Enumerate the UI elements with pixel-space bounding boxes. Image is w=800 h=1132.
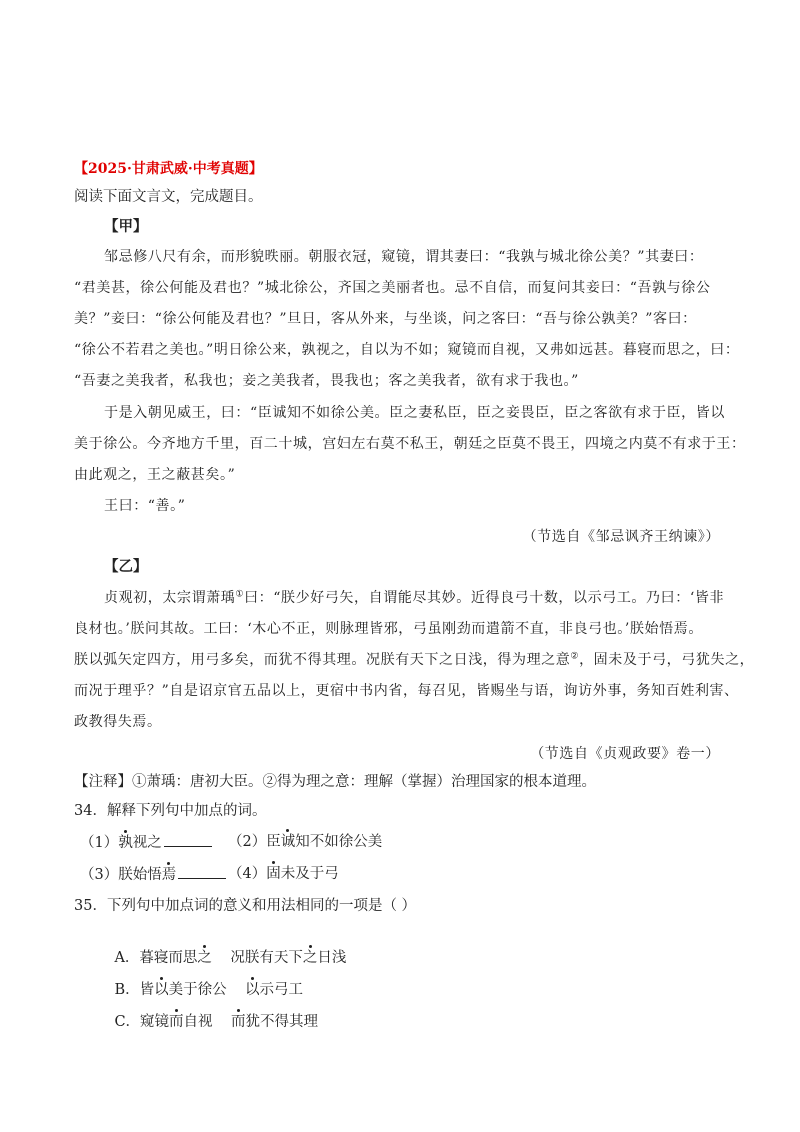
dotted-word: 而 [230, 1014, 246, 1030]
intro-text: 阅读下面文言文，完成题目。 [74, 189, 263, 205]
passage-b-label: 【乙】 [104, 558, 148, 575]
question-34-item-4: （4）固未及于弓 [228, 866, 339, 882]
option-a[interactable]: A．暮寝而思之 况朕有天下之日浅 [114, 950, 347, 966]
passage-b-line: 而况于理乎？”自是诏京官五品以上，更宿中书内省，每召见，皆赐坐与语，询访外事，务知百姓利害、 [74, 683, 739, 699]
question-34-item-3: （3）朕始悟焉 [80, 864, 226, 885]
passage-a-line: 邹忌修八尺有余，而形貌昳丽。朝服衣冠，窥镜，谓其妻曰：“我孰与城北徐公美？”其妻曰： [104, 249, 704, 265]
answer-blank[interactable] [164, 832, 212, 847]
passage-a-label: 【甲】 [104, 218, 148, 235]
dotted-word: 孰 [118, 835, 133, 851]
question-34-stem: 34．解释下列句中加点的词。 [74, 803, 267, 819]
passage-b-source: （节选自《贞观政要》卷一） [530, 746, 720, 762]
question-34-item-2: （2）臣诚知不如徐公美 [228, 834, 383, 850]
passage-b-line: 良材也。’朕问其故。工曰：‘木心不正，则脉理皆邪，弓虽刚劲而遣箭不直，非良弓也。’朕始悟焉。 [74, 621, 703, 637]
dotted-word: 诚 [280, 834, 296, 850]
source-tag: 【2025·甘肃武威·中考真题】 [74, 161, 263, 177]
passage-a-line: 美？”妾曰：“徐公何能及君也？”旦日，客从外来，与坐谈，问之客曰：“吾与徐公孰美？”客曰： [74, 311, 697, 327]
option-b[interactable]: B．皆以美于徐公 以示弓工 [114, 982, 304, 998]
passage-a-line: 美于徐公。今齐地方千里，百二十城，宫妇左右莫不私王，朝廷之臣莫不畏王，四境之内莫不有求于王： [74, 436, 746, 452]
passage-a-line: “徐公不若君之美也。”明日徐公来，孰视之，自以为不如；窥镜而自视，又弗如远甚。暮寝而思之，曰： [74, 342, 740, 358]
note-marker: ② [570, 651, 580, 662]
passage-b-text: ，固未及于弓，弓犹失之， [579, 652, 755, 668]
passage-a-source: （节选自《邹忌讽齐王纳谏》） [522, 529, 720, 545]
passage-a-line: “君美甚，徐公何能及君也？”城北徐公，齐国之美丽者也。忌不自信，而复问其妾曰：“吾孰与徐公 [74, 280, 711, 296]
passage-a-line: 王曰：“善。” [104, 498, 186, 514]
dotted-word: 焉 [161, 867, 177, 883]
note-marker: ① [235, 589, 245, 600]
answer-blank[interactable] [178, 864, 226, 879]
dotted-word: 而 [169, 1014, 184, 1030]
passage-a-line: 由此观之，王之蔽甚矣。” [74, 467, 236, 483]
passage-b-text: 曰：“朕少好弓矢，自谓能尽其妙。近得良弓十数，以示弓工。乃曰：‘皆非 [244, 590, 725, 606]
dotted-word: 固 [266, 866, 281, 882]
passage-b-text: 贞观初，太宗谓萧瑀 [104, 590, 236, 606]
dotted-word: 以 [154, 982, 169, 998]
passage-b-line [104, 588, 724, 608]
dotted-word: 以 [245, 982, 260, 998]
question-34-item-1: （1）孰视之 [80, 832, 212, 853]
notes: 【注释】①萧瑀：唐初大臣。②得为理之意：理解（掌握）治理国家的根本道理。 [74, 774, 596, 790]
dotted-word: 之 [302, 950, 318, 966]
passage-a-line: “吾妻之美我者，私我也；妾之美我者，畏我也；客之美我者，欲有求于我也。” [74, 373, 579, 389]
passage-a-line: 于是入朝见威王，曰：“臣诚知不如徐公美。臣之妻私臣，臣之妾畏臣，臣之客欲有求于臣，皆以 [104, 405, 725, 421]
passage-b-line: 政教得失焉。 [74, 714, 162, 730]
question-35-stem: 35．下列句中加点词的意义和用法相同的一项是（ ） [74, 898, 417, 914]
option-c[interactable]: C．窥镜而自视 而犹不得其理 [114, 1014, 318, 1030]
dotted-word: 之 [197, 950, 212, 966]
passage-b-line [74, 650, 754, 670]
passage-b-text: 朕以弧矢定四方，用弓多矣，而犹不得其理。况朕有天下之日浅，得为理之意 [74, 652, 571, 668]
